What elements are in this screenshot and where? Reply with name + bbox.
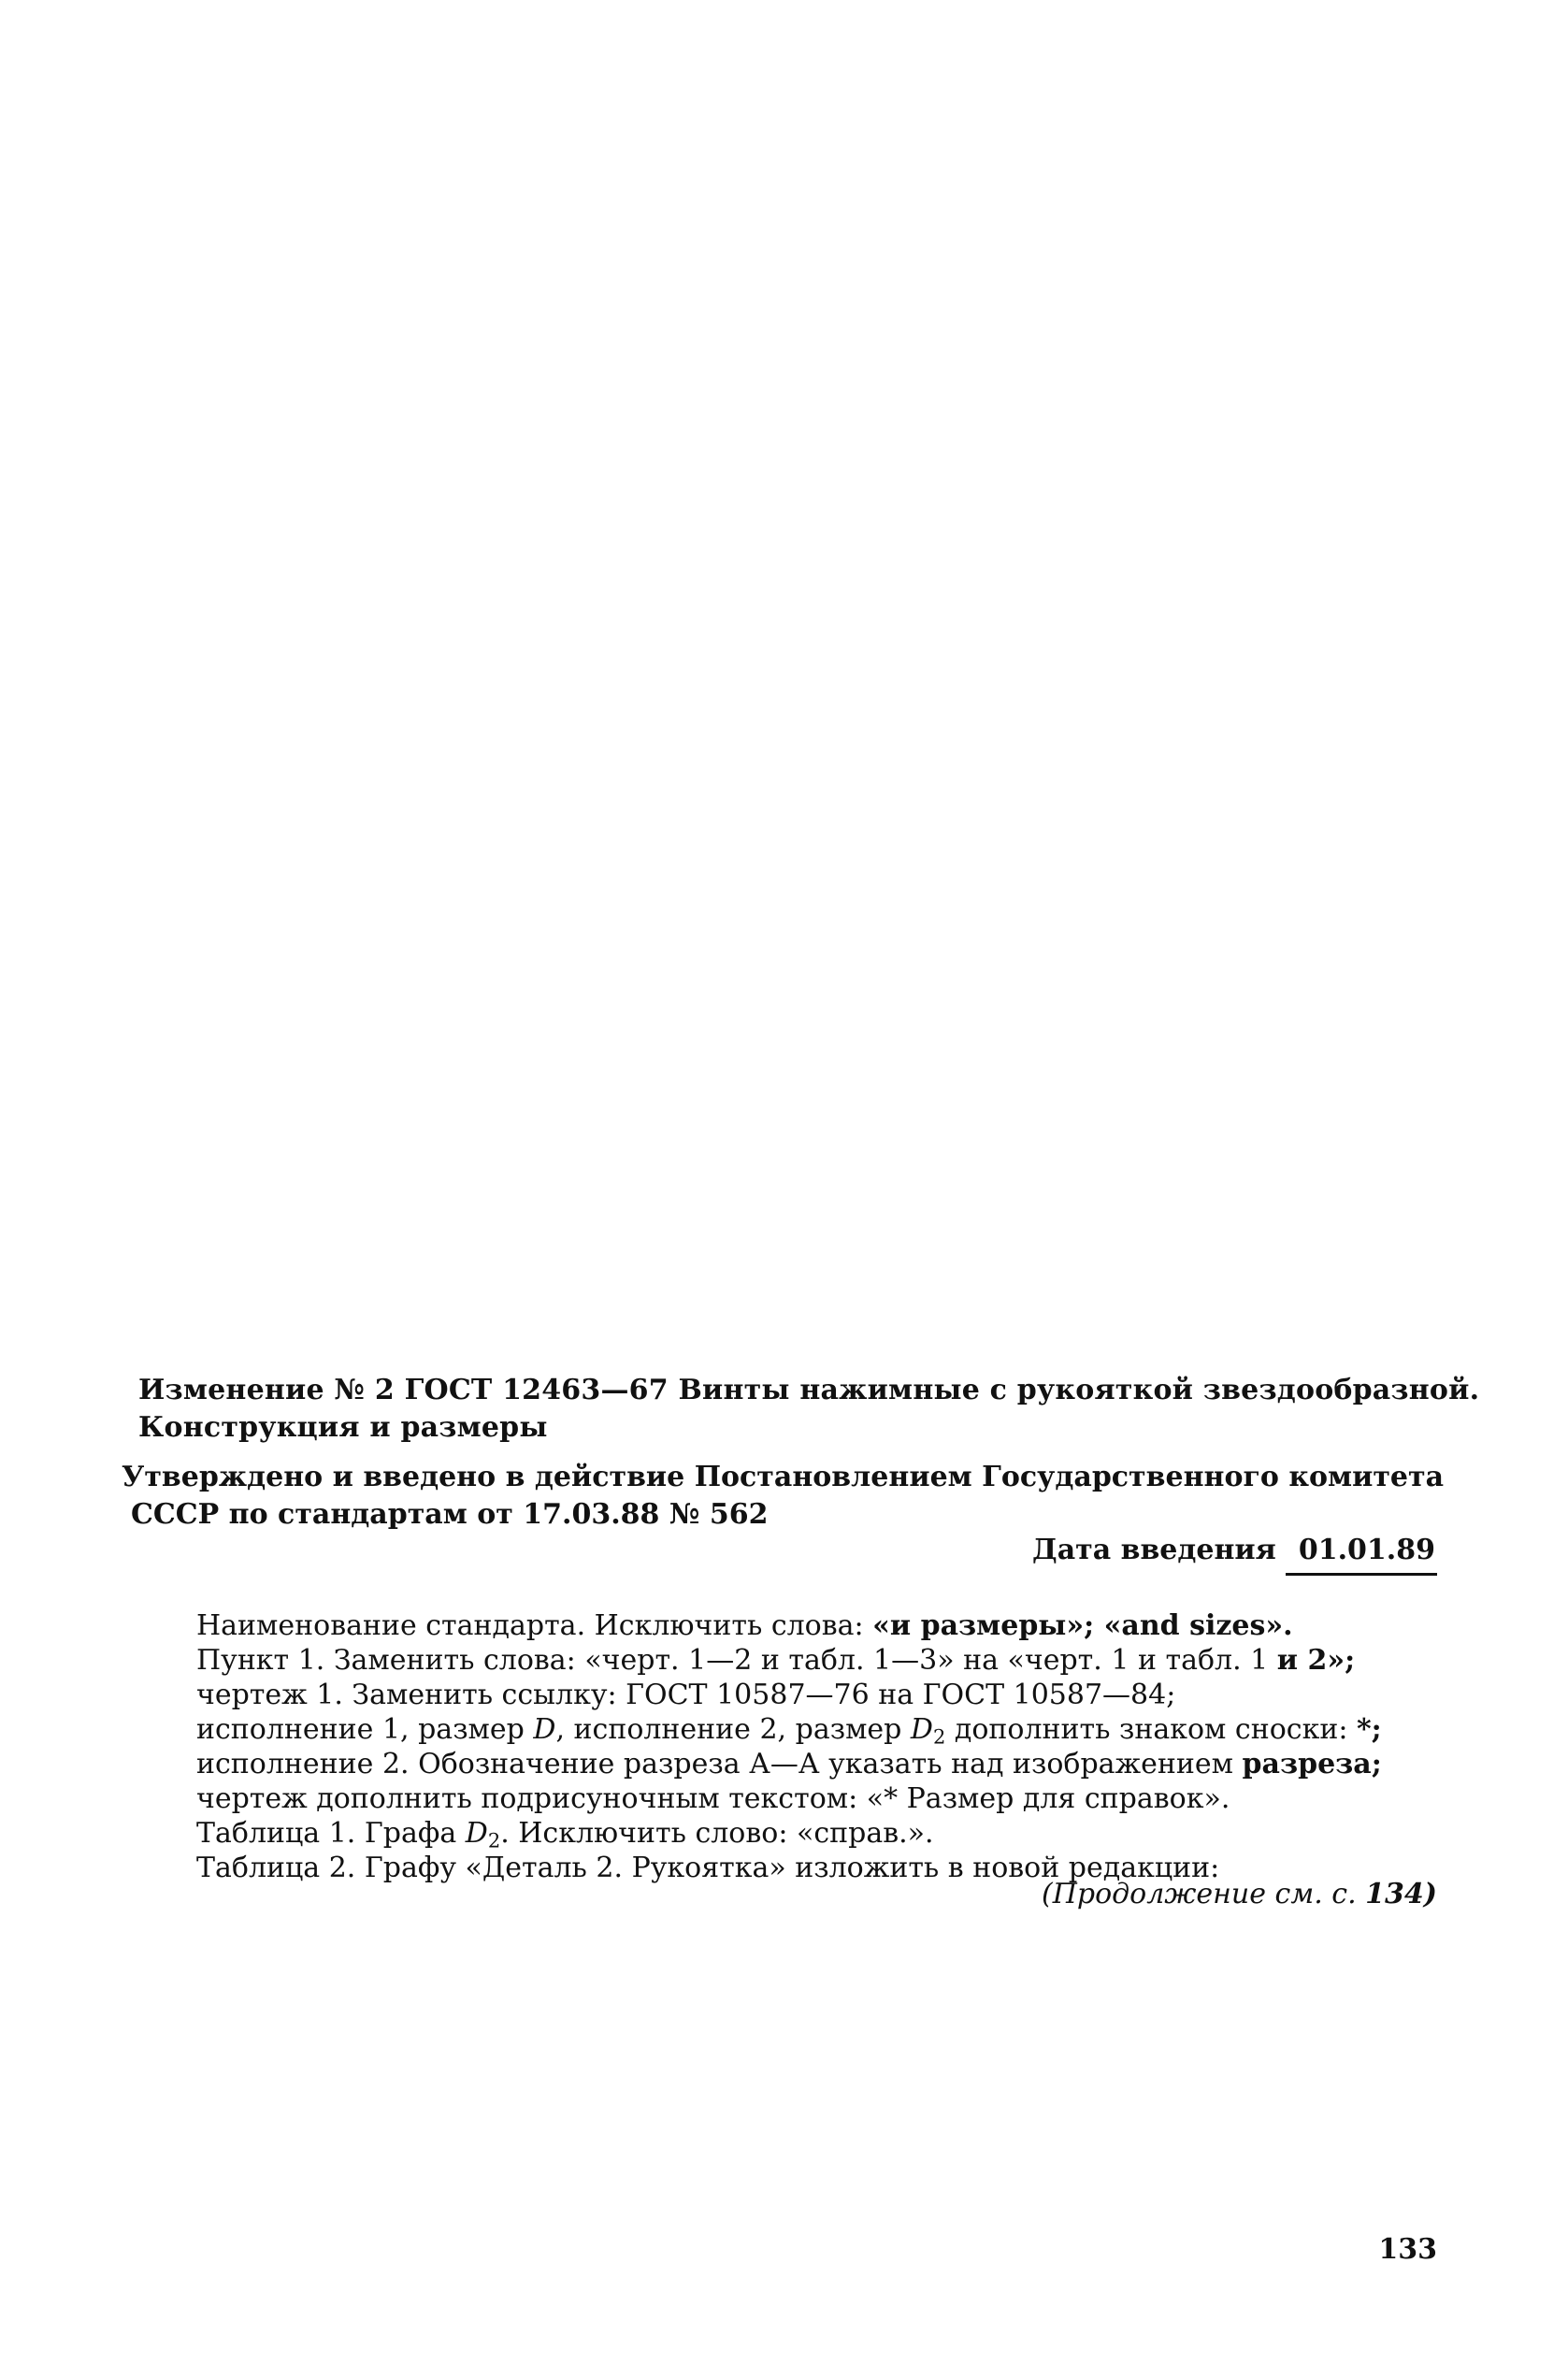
- body-line-7-b: . Исключить слово: «справ.».: [500, 1817, 934, 1850]
- body-line-8: Таблица 2. Графу «Деталь 2. Рукоятка» изложить в новой редакции:: [196, 1852, 1220, 1884]
- continuation-note: [1042, 1876, 1437, 1913]
- body-line-2-bold: и 2»;: [1276, 1644, 1356, 1677]
- continuation-text: (Продолжение см. с.: [1042, 1878, 1366, 1910]
- body-line-4-c: дополнить знаком сноски:: [945, 1713, 1357, 1746]
- body-line-7-D2: D: [465, 1817, 488, 1850]
- body-line-7: [196, 1816, 1440, 1851]
- body-line-4: [196, 1712, 1440, 1747]
- body-line-7-sub: 2: [487, 1829, 501, 1852]
- body-line-4-D: D: [533, 1713, 556, 1746]
- body-line-1-bold: «и размеры»; «and sizes».: [872, 1609, 1293, 1642]
- body-line-4-mark: *;: [1356, 1713, 1382, 1746]
- body-line-4-a: исполнение 1, размер: [196, 1713, 534, 1746]
- body-line-1: [196, 1608, 1440, 1643]
- body-line-5-bold: разреза;: [1242, 1748, 1382, 1780]
- approval-line-1: Утверждено и введено в действие Постановлением Государственного комитета: [122, 1461, 1445, 1493]
- introduction-date-value: 01.01.89: [1286, 1532, 1437, 1576]
- introduction-date-label: Дата введения: [1032, 1534, 1276, 1566]
- body-line-7-a: Таблица 1. Графа: [196, 1817, 466, 1850]
- body-line-4-b: , исполнение 2, размер: [555, 1713, 911, 1746]
- approval-statement: [122, 1459, 1445, 1534]
- amendment-title: [138, 1372, 1480, 1447]
- continuation-page: 134): [1365, 1878, 1437, 1910]
- body-line-5-text: исполнение 2. Обозначение разреза А—А указать над изображением: [196, 1748, 1243, 1780]
- body-line-4-sub: 2: [932, 1725, 946, 1749]
- body-line-2-text: Пункт 1. Заменить слова: «черт. 1—2 и табл. 1—3» на «черт. 1 и табл. 1: [196, 1644, 1277, 1677]
- amendment-title-line-2: Конструкция и размеры: [138, 1411, 548, 1444]
- body-line-1-text: Наименование стандарта. Исключить слова:: [196, 1609, 873, 1642]
- body-line-6: чертеж дополнить подрисуночным текстом: «* Размер для справок».: [196, 1782, 1230, 1815]
- body-line-5: [196, 1747, 1440, 1781]
- body-line-2: [196, 1643, 1440, 1678]
- body-line-4-D2: D: [910, 1713, 933, 1746]
- approval-line-2: СССР по стандартам от 17.03.88 № 562: [131, 1498, 769, 1531]
- introduction-date: [1032, 1532, 1437, 1576]
- page-number: 133: [1378, 2233, 1437, 2266]
- body-line-3: чертеж 1. Заменить ссылку: ГОСТ 10587—76 на ГОСТ 10587—84;: [196, 1679, 1176, 1711]
- amendment-body: [196, 1608, 1440, 1885]
- amendment-title-line-1: Изменение № 2 ГОСТ 12463—67 Винты нажимные с рукояткой звездообразной.: [138, 1374, 1480, 1406]
